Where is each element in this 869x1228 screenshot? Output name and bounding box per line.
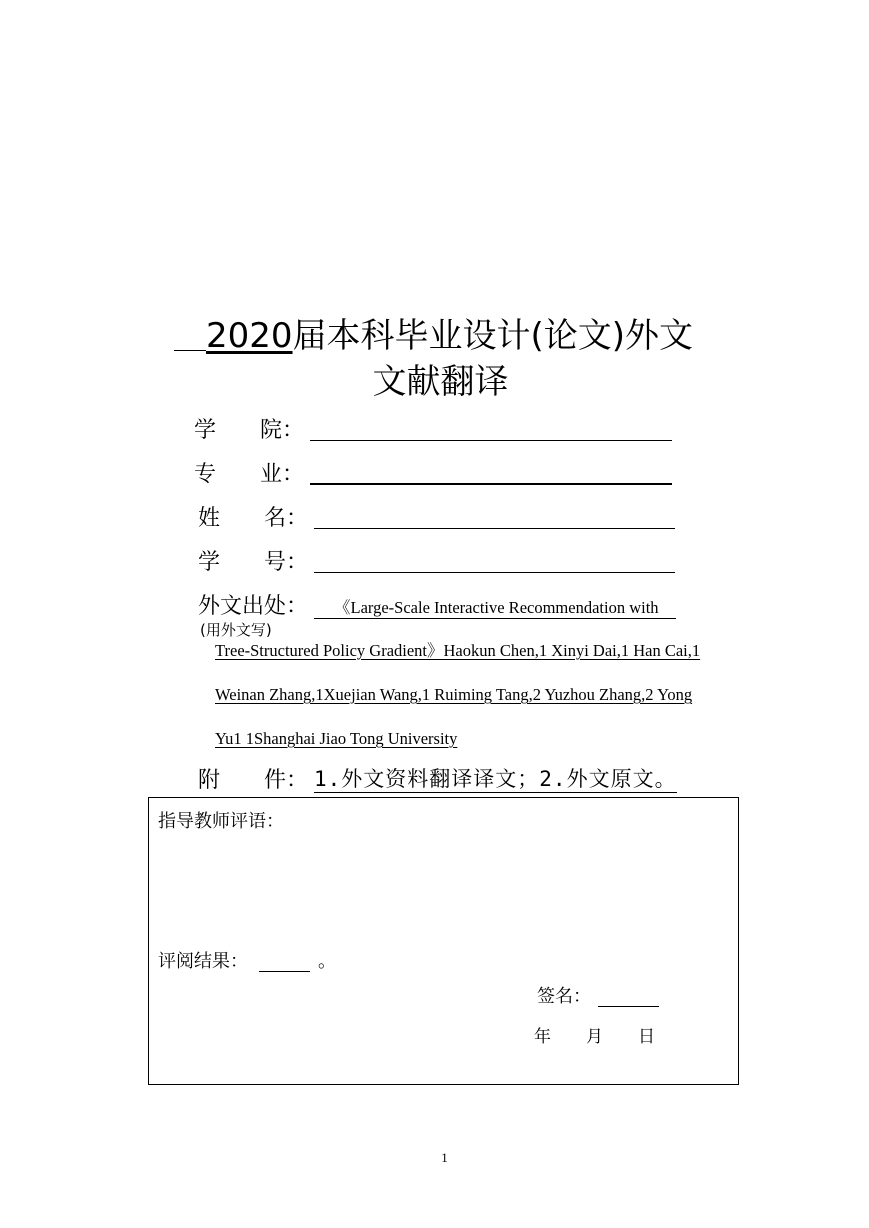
title-text: 届本科毕业设计(论文)外文 xyxy=(292,316,694,356)
source-line-1: 《Large-Scale Interactive Recommendation with xyxy=(314,598,676,619)
college-field[interactable] xyxy=(310,440,672,441)
source-line-2: Tree-Structured Policy Gradient》Haokun Chen,1 Xinyi Dai,1 Han Cai,1 xyxy=(215,641,701,660)
student-id-label: 学 号： xyxy=(198,550,309,575)
title-underline-lead xyxy=(174,314,206,351)
name-label: 姓 名： xyxy=(198,506,309,531)
signature-label: 签名： xyxy=(537,986,591,1007)
signature-field[interactable] xyxy=(598,1006,659,1007)
review-result-label: 评阅结果： xyxy=(158,951,248,972)
source-line-3: Weinan Zhang,1Xuejian Wang,1 Ruiming Tang,2 Yuzhou Zhang,2 Yong xyxy=(215,685,693,704)
review-result-suffix: 。 xyxy=(318,951,336,972)
title-line-1 xyxy=(174,314,693,358)
major-label: 专 业： xyxy=(194,462,305,487)
student-id-field[interactable] xyxy=(314,572,675,573)
college-label: 学 院： xyxy=(194,418,305,443)
title-line-2: 文献翻译 xyxy=(372,362,509,402)
title-year: 2020 xyxy=(206,316,293,356)
attachment-value xyxy=(314,764,677,794)
major-field[interactable] xyxy=(310,483,672,485)
date-year-label: 年 xyxy=(534,1027,551,1047)
source-label: 外文出处： xyxy=(198,594,309,619)
review-result-field[interactable] xyxy=(259,971,310,972)
attachment-label: 附 件： xyxy=(198,768,309,793)
date-month-label: 月 xyxy=(586,1027,603,1047)
date-day-label: 日 xyxy=(638,1027,655,1047)
source-line-4: Yu1 1Shanghai Jiao Tong University xyxy=(215,729,458,748)
source-note: (用外文写) xyxy=(200,621,272,639)
name-field[interactable] xyxy=(314,528,675,529)
advisor-comment-label: 指导教师评语： xyxy=(158,811,284,832)
page-number: 1 xyxy=(441,1150,448,1165)
attachment-text: 1.外文资料翻译译文；2.外文原文。 xyxy=(314,767,677,791)
